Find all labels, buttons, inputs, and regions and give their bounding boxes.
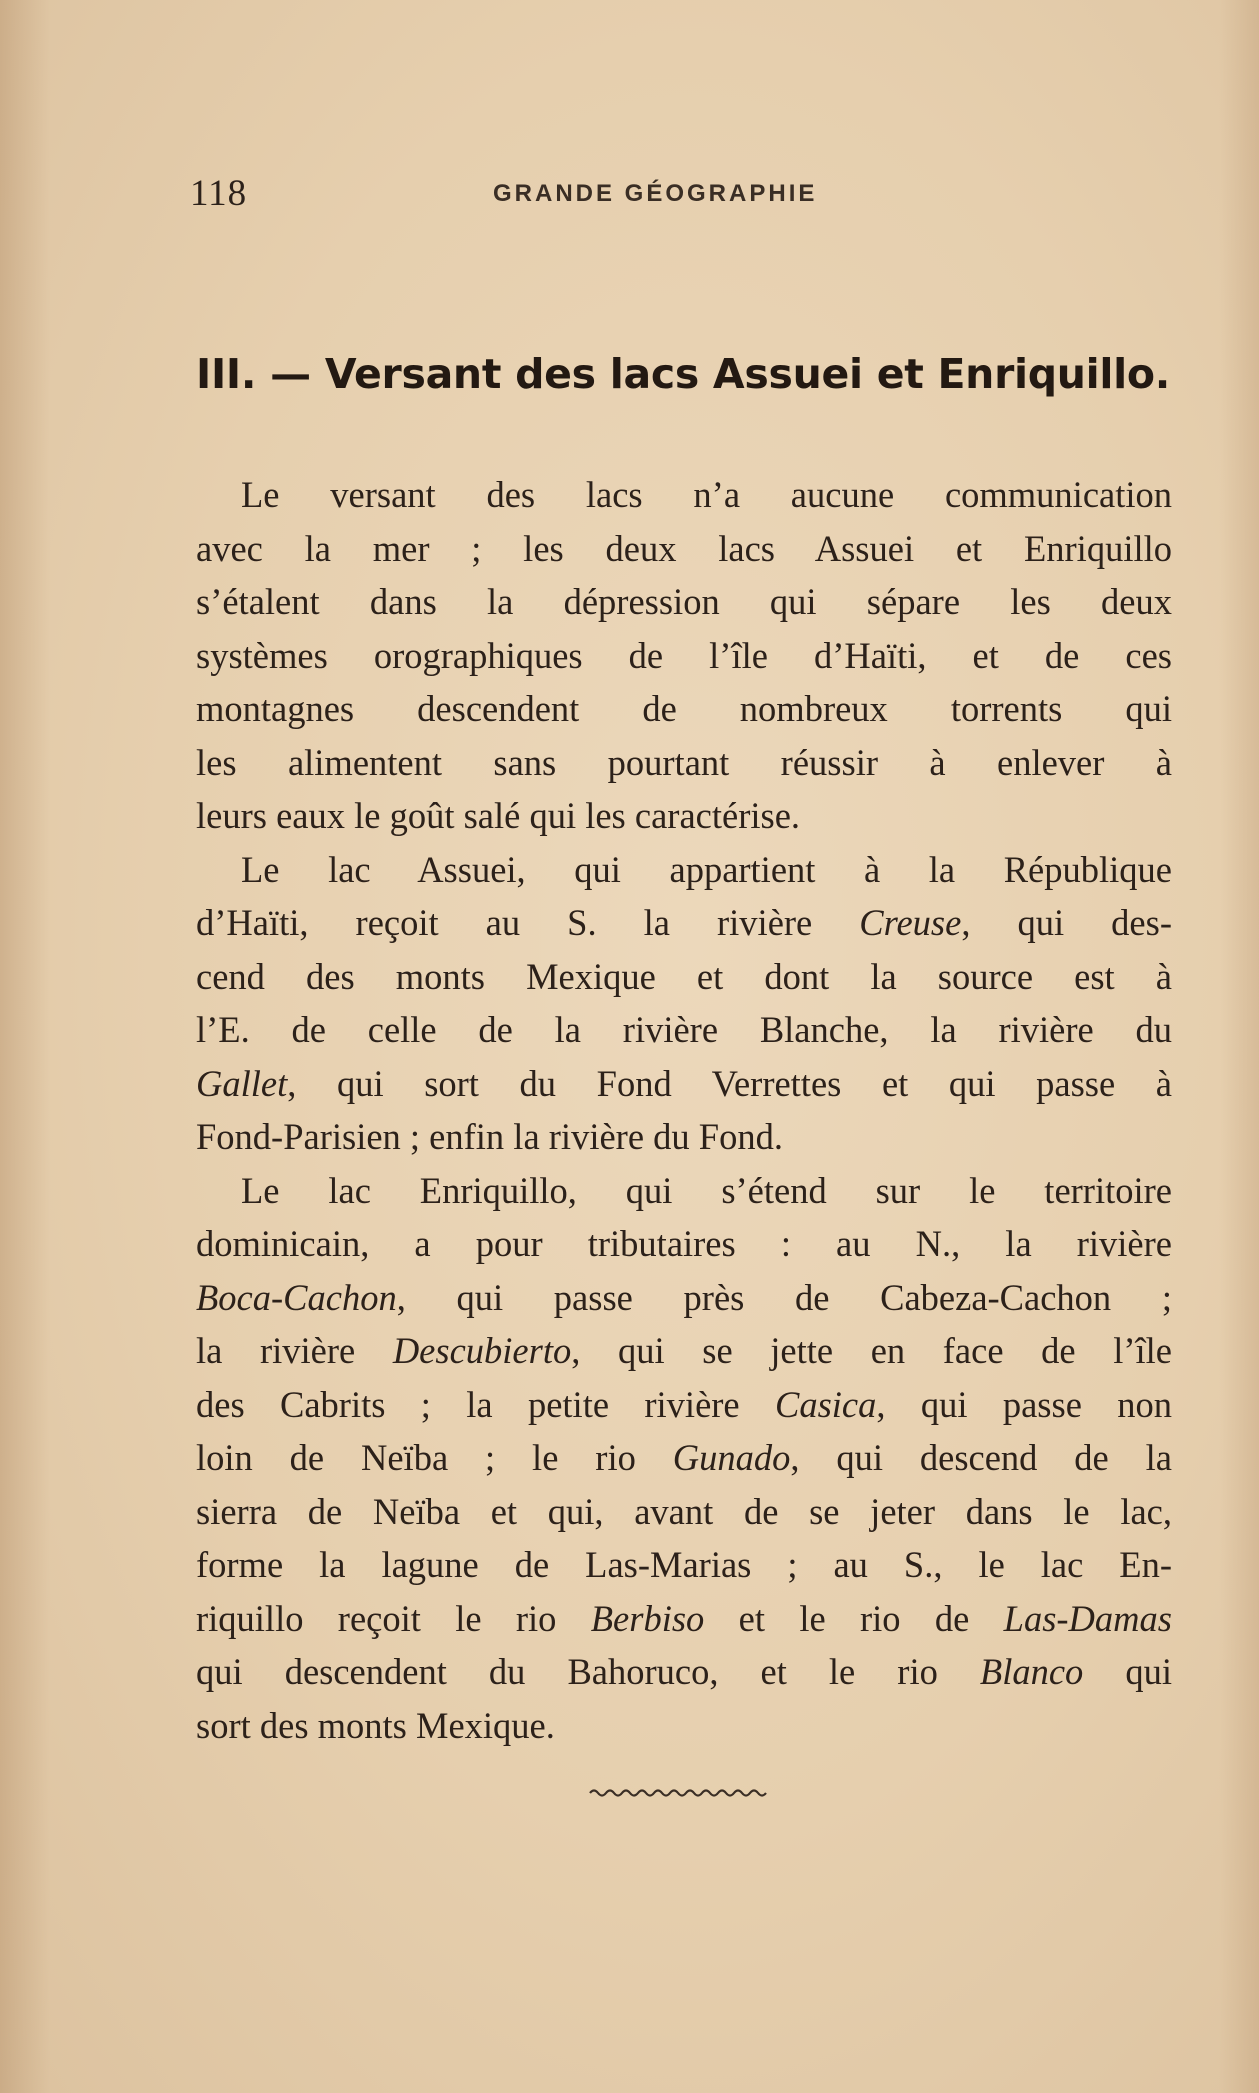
text-run: , qui passe près de Cabeza-Cachon ; [396,1276,1172,1318]
text-run: sierra de Neïba et qui, avant de se jeter dans le lac, [196,1490,1172,1532]
text-line [196,522,1172,576]
text-run: les alimentent sans pourtant réussir à enlever à [196,741,1172,783]
text-line [196,896,1172,950]
text-run: la rivière [196,1330,393,1371]
text-line [196,1110,1172,1164]
text-line [196,1485,1172,1539]
text-run: des Cabrits ; la petite rivière [196,1383,775,1425]
text-run: , qui descend de la [790,1437,1172,1478]
text-line [196,1003,1172,1057]
italic-place-name: Descubierto [392,1330,572,1371]
text-run: Le lac Enriquillo, qui s’étend sur le territoire [241,1169,1172,1211]
text-run: qui descendent du Bahoruco, et le rio [196,1651,980,1692]
text-line [196,843,1172,897]
italic-place-name: Gunado [672,1437,791,1478]
italic-place-name: Casica [774,1383,877,1425]
text-run: et le rio de [704,1597,1004,1639]
text-line [196,1645,1172,1699]
text-run: , qui se jette en face de l’île [571,1330,1172,1371]
text-run: , qui passe non [876,1383,1173,1425]
text-run: systèmes orographiques de l’île d’Haïti, et de ces [196,634,1172,676]
text-line [196,950,1172,1004]
text-run: l’E. de celle de la rivière Blanche, la rivière du [196,1009,1172,1050]
page-number: 118 [190,173,248,214]
italic-place-name: Boca-Cachon [196,1276,397,1318]
book-title: GRANDE GÉOGRAPHIE [493,180,818,207]
text-run: forme la lagune de Las-Marias ; au S., le lac En- [196,1544,1172,1585]
italic-place-name: Berbiso [590,1597,705,1639]
text-line [196,1378,1172,1432]
text-run: sort des monts Mexique. [196,1704,555,1746]
text-line [196,1057,1172,1111]
italic-place-name: Blanco [979,1651,1084,1692]
text-line [196,1271,1172,1325]
section-title: Versant des lacs Assuei et Enriquillo. [324,350,1171,398]
text-line [196,736,1172,790]
text-run: Le lac Assuei, qui appartient à la République [241,848,1172,890]
running-head [0,160,1259,220]
section-heading [196,350,1176,398]
text-run: montagnes descendent de nombreux torrents qui [196,688,1172,729]
text-run: loin de Neïba ; le rio [196,1437,673,1478]
text-run: Fond-Parisien ; enfin la rivière du Fond. [196,1116,783,1157]
page-edge-shadow-right [1219,0,1259,2093]
text-run: riquillo reçoit le rio [196,1597,591,1639]
text-run: , qui sort du Fond Verrettes et qui passe à [287,1062,1172,1104]
text-line [196,789,1172,843]
page-edge-shadow-left [0,0,50,2093]
text-run: cend des monts Mexique et dont la source est à [196,955,1172,997]
text-line [196,468,1172,522]
body-text [196,468,1172,1752]
text-line [196,1217,1172,1271]
text-line [196,629,1172,683]
text-run: dominicain, a pour tributaires : au N., la rivière [196,1223,1172,1264]
text-line [196,575,1172,629]
text-run: Le versant des lacs n’a aucune communication [241,474,1172,515]
text-line [196,1699,1172,1753]
text-run: qui [1083,1651,1172,1692]
text-run: d’Haïti, reçoit au S. la rivière [196,902,860,943]
text-run: avec la mer ; les deux lacs Assuei et Enriquillo [196,527,1172,569]
section-number: III. [196,350,257,398]
italic-place-name: Creuse [859,902,962,943]
text-line [196,682,1172,736]
italic-place-name: Las-Damas [1003,1597,1172,1639]
text-line [196,1592,1172,1646]
text-line [196,1324,1172,1378]
text-run: s’étalent dans la dépression qui sépare les deux [196,581,1172,622]
end-ornament [588,1786,768,1800]
text-line [196,1538,1172,1592]
text-line [196,1164,1172,1218]
text-line [196,1431,1172,1485]
italic-place-name: Gallet [196,1062,288,1104]
section-separator: — [270,350,311,398]
text-run: , qui des- [961,902,1172,943]
text-run: leurs eaux le goût salé qui les caractérise. [196,795,801,836]
